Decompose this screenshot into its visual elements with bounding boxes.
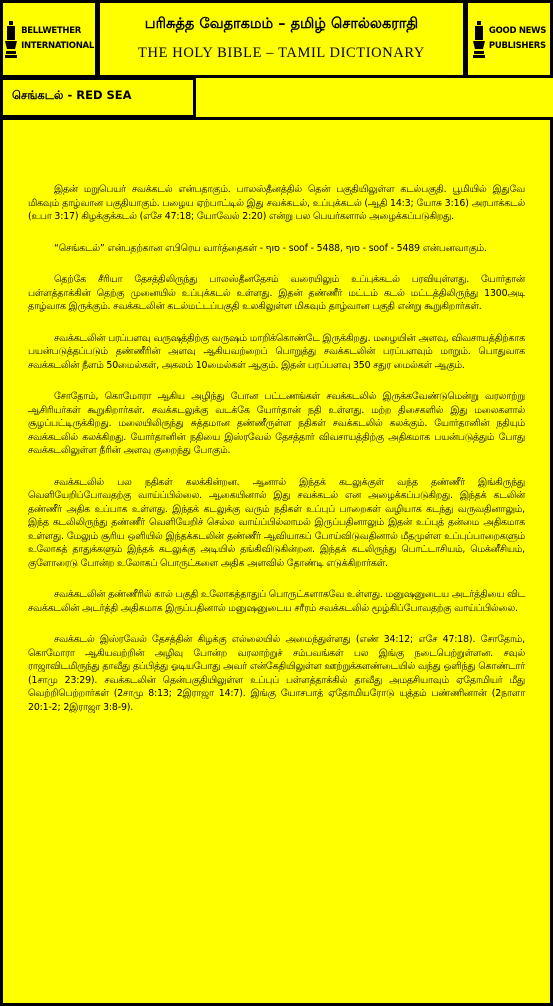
- paragraph: சவக்கடலின் தண்ணீரில் கால் பகுதி உலோகத்தாதுப் பொருட்களாகவே உள்ளது. மனுஷனுடைய அடர்த்தியை விட சவக்கடலின் அடர்த்தி அதிகமாக இருப்பதினால் மனுஷனுடைய சரீரம் சவக்கடலில் மூழ்கிப்போவதற்கு வாய்ப்பில்லை.: [28, 589, 525, 614]
- good-news-logo-text: [489, 24, 546, 54]
- right-logo-line2: PUBLISHERS: [488, 41, 546, 51]
- left-logo-line2: INTERNATIONAL: [21, 41, 94, 51]
- paragraph: தெற்கே சீரியா தேசத்திலிருந்து பாலஸ்தீனதேசம் வரையிலும் உப்புக்கடல் பரவியுள்ளது. யோர்தான் பள்ளத்தாக்கின் தெற்கு முனையில் உப்புக்கடல் உள்ளது. இதன் தண்ணீர் மட்டம் கடல் மட்டத்திலிருந்து 1300அடி தாழ்வாக இருக்கும். சவக்கடலின் கடல்மட்டப்பகுதி உலகிலுள்ள மிகவும் தாழ்வான பகுதி என்று கூறுகிறார்கள்.: [28, 274, 525, 312]
- topic-title: செங்கடல் - RED SEA: [12, 88, 132, 102]
- bellwether-logo-text: [21, 24, 94, 54]
- paragraph: சவக்கடலில் பல நதிகள் கலக்கின்றன. ஆனால் இந்தக் கடலுக்குள் வந்த தண்ணீர் இங்கிருந்து வெளியேறிப்போவதற்கு வாய்ப்பில்லை. ஆகையினால் இது சவக்கடல் என அழைக்கப்படுகிறது. இந்தக் கடலின் தண்ணீர் அதிக உப்பாக உள்ளது. இந்தக் கடலுக்கு வரும் நதிகள் உப்புப் பாறைகள் வழியாக கடந்து வருவதினாலும், இந்த கடலிலிருந்து தண்ணீர் வெளியேறிச் செல்ல வாய்ப்பில்லாமல் இருப்பதினாலும் இதன் உப்புத் தன்மை அதிகமாக உள்ளது. மேலும் சூரிய ஒளியில் இந்தக்கடலின் தண்ணீர் ஆவியாகப் போய்விடுவதினால் மீதமுள்ள உப்புப்பாறைகளும் உலோகத் தாதுக்களும் இந்தக் கடலுக்கு அடியில் தங்கிவிடுகின்றன. இந்தக் கடலிருந்து பொட்டாசியம், மெக்னீசியம், குளோரைடு போன்ற உலோகப் பொருட்களை அதிக அளவில் தோண்டி எடுக்கிறார்கள்.: [28, 476, 525, 569]
- left-logo-line1: BELLWETHER: [21, 26, 81, 36]
- article-body: [28, 183, 525, 732]
- topic-box: [0, 77, 196, 118]
- left-logo-box: [0, 0, 98, 78]
- title-tamil: பரிசுத்த வேதாகமம் – தமிழ் சொல்லகராதி: [144, 16, 419, 32]
- content-box: [0, 117, 553, 1006]
- right-logo-box: [465, 0, 553, 78]
- right-logo-line1: GOOD NEWS: [488, 26, 547, 36]
- title-english: THE HOLY BIBLE – TAMIL DICTIONARY: [138, 45, 425, 61]
- paragraph: சோதோம், கொமோரா ஆகிய அழிந்து போன பட்டணங்கள் சவக்கடலில் இருக்கவேண்டுமென்று வரலாற்று ஆசிரியர்கள் கூறுகிறார்கள். சவக்கடலுக்கு வடக்கே யோர்தான் நதி உள்ளது. மற்ற திசைகளில் இது மலைகளால் சூழப்பட்டிருக்கிறது. மலையிலிருந்து சுத்தமான தண்ணீருள்ள நதிகள் சவக்கடலில் கலக்கும். யோர்தானின் நதியும் சவக்கடலில் கலக்கிறது. யோர்தானின் நதியை இஸ்ரவேல் தேசத்தார் விவசாயத்திற்கு அதிகமாக பயன்படுத்தும் போது சவக்கடலிலுள்ள நீரின் அளவு குறைந்து போகும்.: [28, 391, 525, 456]
- paragraph: “செங்கடல்” என்பதற்கான எபிரெய வார்த்தைகள் - סוף - soof - 5488, סוף - soof - 5489 என்பனவாகும்.: [54, 242, 487, 254]
- paragraph: இதன் மறுபெயர் சவக்கடல் என்பதாகும். பாலஸ்தீனத்தில் தென் பகுதியிலுள்ள கடல்பகுதி. பூமியில் இதுவே மிகவும் தாழ்வான பகுதியாகும். பழைய ஏற்பாட்டில் இது சவக்கடல், உப்புக்கடல் (ஆதி 14:3; யோசு 3:16) அரபாக்கடல் (உபா 3:17) கிழக்குக்கடல் (எசே 47:18; யோவேல் 2:20) என்று பல பெயர்களால் அழைக்கப்படுகிறது.: [28, 184, 525, 222]
- good-news-logo-icon: [472, 19, 486, 59]
- bellwether-logo-icon: [4, 19, 18, 59]
- title-box: [97, 0, 466, 78]
- paragraph: சவக்கடலின் பரப்பளவு வருஷத்திற்கு வருஷம் மாறிக்கொண்டே இருக்கிறது. மழையின் அளவு, விவசாயத்திற்காக பயன்படுத்தப்படும் தண்ணீரின் அளவு ஆகியவற்றைப் பொறுத்து சவக்கடலின் பரப்பளவும் மாறும். பொதுவாக சவக்கடலின் நீளம் 50மைல்கள், அகலம் 10மைல்கள் ஆகும். இதன் பரப்பளவு 350 சதுர மைல்கள் ஆகும்.: [28, 332, 525, 371]
- paragraph: சவக்கடல் இஸ்ரவேல் தேசத்தின் கிழக்கு எல்லையில் அமைந்துள்ளது (எண் 34:12; எசே 47:18). சோதோம், கொமோரா ஆகியவற்றின் அழிவு போன்ற வரலாற்றுச் சம்பவங்கள் பல இங்கு நடைபெற்றுள்ளன. சவுல் ராஜாவிடமிருந்து தாவீது தப்பித்து ஓடியபோது அவர் என்கேதியிலுள்ள ஊற்றுக்களண்டையில் வந்து ஒளிந்து கொண்டார் (1சாமு 23:29). சவக்கடலின் தென்பகுதியிலுள்ள உப்புப் பள்ளத்தாக்கில் தாவீது அமதசியாவும் ஏதோமியர் மீது வெற்றிபெற்றார்கள் (2சாமு 8:13; 2இராஜா 14:7). இங்கு யோசபாத் ஏதோமியரோடு யுத்தம் பண்ணினான் (2நாளா 20:1-2; 2இராஜா 3:8-9).: [28, 634, 525, 713]
